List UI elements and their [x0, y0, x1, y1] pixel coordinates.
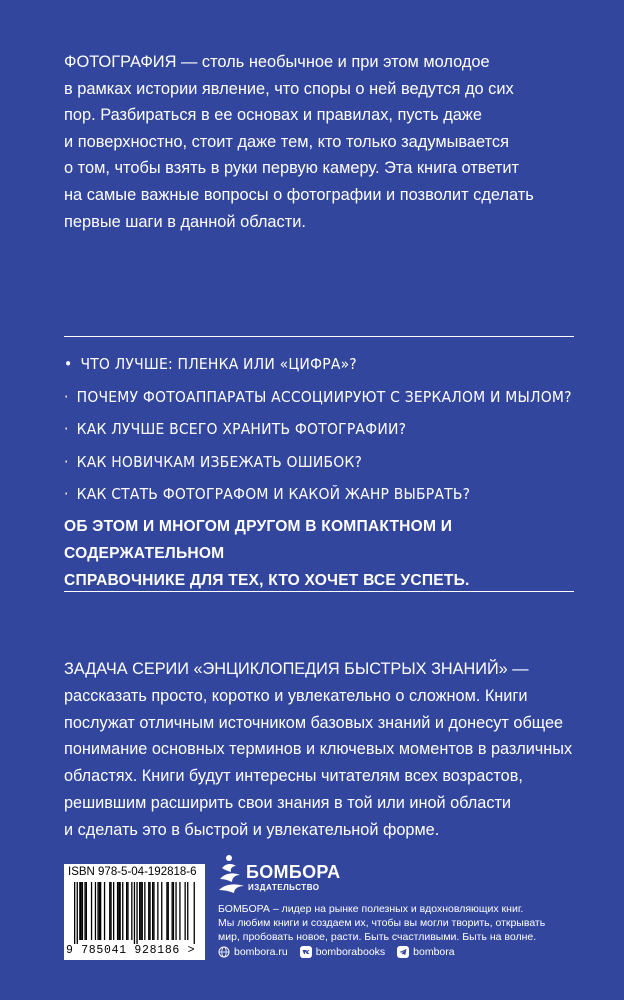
question-text: КАК СТАТЬ ФОТОГРАФОМ И КАКОЙ ЖАНР ВЫБРАТЬ?	[76, 485, 471, 503]
barcode-bar	[110, 882, 111, 940]
barcode-bar	[104, 882, 105, 940]
intro-line: и поверхностно, стоит даже тем, кто только задумывается	[64, 132, 510, 151]
barcode-bar	[139, 882, 140, 940]
question-item	[64, 348, 594, 381]
logo-name: БОМБОРА	[246, 862, 341, 882]
barcode-bar	[127, 882, 128, 940]
barcode-bar	[77, 882, 78, 944]
telegram-icon	[397, 946, 409, 958]
link-vk[interactable]	[300, 946, 385, 958]
barcode-bar	[118, 882, 119, 940]
barcode-bar	[185, 882, 186, 940]
link-vk-text: bomborabooks	[315, 946, 386, 958]
barcode-bar	[140, 882, 141, 940]
link-telegram-text: bombora	[413, 946, 455, 958]
barcode-bar	[172, 882, 173, 940]
link-website-text: bombora.ru	[234, 946, 288, 958]
barcode-bar	[109, 882, 110, 940]
question-text: КАК НОВИЧКАМ ИЗБЕЖАТЬ ОШИБОК?	[76, 452, 363, 471]
barcode-bar	[157, 882, 158, 940]
barcode-bar	[81, 882, 82, 940]
intro-line: на самые важные вопросы о фотографии и позволит сделать	[64, 185, 534, 204]
series-line: рассказать просто, коротко и увлекательно о сложном. Книги	[64, 686, 528, 705]
publisher-description	[218, 903, 548, 944]
series-line: и сделать это в быстрой и увлекательной форме.	[64, 820, 440, 839]
barcode-bar	[99, 882, 100, 940]
publisher-line: БОМБОРА – лидер на рынке полезных и вдохновляющих книг.	[218, 903, 524, 915]
barcode-bar	[148, 882, 149, 940]
barcode-bar	[95, 882, 96, 940]
barcode-bar	[79, 882, 80, 940]
question-item	[64, 446, 594, 479]
summary-paragraph	[64, 513, 584, 594]
publisher-line: Мы любим книги и создаем их, чтобы вы могли творить, открывать	[218, 916, 546, 929]
barcode-bar	[86, 882, 87, 940]
barcode-bar	[84, 882, 85, 940]
vk-icon	[300, 946, 312, 958]
series-line: понимание основных терминов и ключевых моментов в различных	[64, 740, 573, 759]
summary-line: ОБ ЭТОМ И МНОГОМ ДРУГОМ В КОМПАКТНОМ И СОДЕРЖАТЕЛЬНОМ	[64, 518, 453, 562]
intro-line: ФОТОГРАФИЯ — столь необычное и при этом молодое	[64, 53, 490, 71]
barcode-bar	[149, 882, 150, 940]
divider-bottom	[64, 591, 574, 592]
questions-list	[64, 348, 594, 511]
barcode-bar	[194, 882, 195, 944]
intro-line: первые шаги в данной области.	[64, 212, 306, 231]
barcode-bar	[120, 882, 121, 940]
question-text: ЧТО ЛУЧШЕ: ПЛЕНКА ИЛИ «ЦИФРА»?	[80, 355, 357, 373]
globe-icon	[218, 946, 230, 958]
divider-top	[64, 336, 574, 337]
bullet-mark: •	[64, 355, 73, 373]
barcode-bar	[161, 882, 162, 940]
question-text: ПОЧЕМУ ФОТОАППАРАТЫ АССОЦИИРУЮТ С ЗЕРКАЛОМ И МЫЛОМ?	[76, 387, 572, 406]
summary-line: СПРАВОЧНИКЕ ДЛЯ ТЕХ, КТО ХОЧЕТ ВСЕ УСПЕТЬ.	[64, 572, 470, 589]
barcode-block	[64, 864, 205, 960]
barcode-bar	[82, 882, 83, 940]
logo-subtitle: ИЗДАТЕЛЬСТВО	[248, 883, 320, 892]
ean-digits: 9 785041 928186 >	[66, 944, 196, 957]
series-line: областях. Книги будут интересны читателям всех возрастов,	[64, 767, 523, 786]
barcode-bar	[117, 882, 118, 940]
barcode-bar	[175, 882, 176, 940]
intro-paragraph	[64, 49, 574, 235]
isbn-text: ISBN 978-5-04-192818-6	[68, 866, 197, 878]
question-item	[64, 478, 594, 511]
series-line: ЗАДАЧА СЕРИИ «ЭНЦИКЛОПЕДИЯ БЫСТРЫХ ЗНАНИЙ» —	[64, 660, 529, 678]
bullet-mark: ·	[64, 485, 69, 503]
barcode-bar	[97, 882, 98, 940]
series-line: решившим расширить свои знания в той или иной области	[64, 793, 512, 812]
bullet-mark: ·	[64, 387, 69, 406]
series-line: послужат отличным источником базовых знаний и донесут общее	[64, 713, 564, 732]
bombora-wave-icon	[218, 852, 246, 894]
intro-line: в рамках истории явление, что споры о ней ведутся до сих	[64, 79, 514, 98]
publisher-line: мир, пробовать новое, расти. Быть счастливыми. Быть на волне.	[218, 930, 537, 943]
question-item	[64, 381, 594, 414]
barcode-bar	[142, 882, 143, 940]
barcode-bar	[113, 882, 114, 940]
bullet-mark: ·	[64, 420, 69, 438]
link-website[interactable]	[218, 946, 288, 958]
barcode-bar	[144, 882, 145, 940]
link-telegram[interactable]	[397, 946, 454, 958]
barcode-bar	[152, 882, 153, 940]
barcode-bar	[126, 882, 127, 940]
barcode-bar	[168, 882, 169, 940]
intro-line: пор. Разбираться в ее основах и правилах, пусть даже	[64, 106, 482, 125]
barcode-bar	[74, 882, 75, 944]
barcode-bar	[100, 882, 101, 940]
barcode-bar	[179, 882, 180, 940]
barcode-bar	[136, 882, 137, 944]
publisher-links	[218, 944, 467, 960]
bullet-mark: ·	[64, 452, 69, 471]
barcode-bar	[166, 882, 167, 940]
barcode-bar	[153, 882, 154, 940]
barcode-bar	[131, 882, 132, 940]
intro-line: о том, чтобы взять в руки первую камеру. Эта книга ответит	[64, 159, 520, 178]
barcode-bar	[134, 882, 135, 944]
series-paragraph	[64, 656, 579, 844]
barcode-bar	[187, 882, 188, 940]
barcode-bar	[173, 882, 174, 940]
question-item	[64, 413, 594, 446]
question-text: КАК ЛУЧШЕ ВСЕГО ХРАНИТЬ ФОТОГРАФИИ?	[76, 420, 407, 438]
barcode-graphic	[74, 882, 196, 944]
barcode-bar	[91, 882, 92, 940]
barcode-bar	[122, 882, 123, 940]
